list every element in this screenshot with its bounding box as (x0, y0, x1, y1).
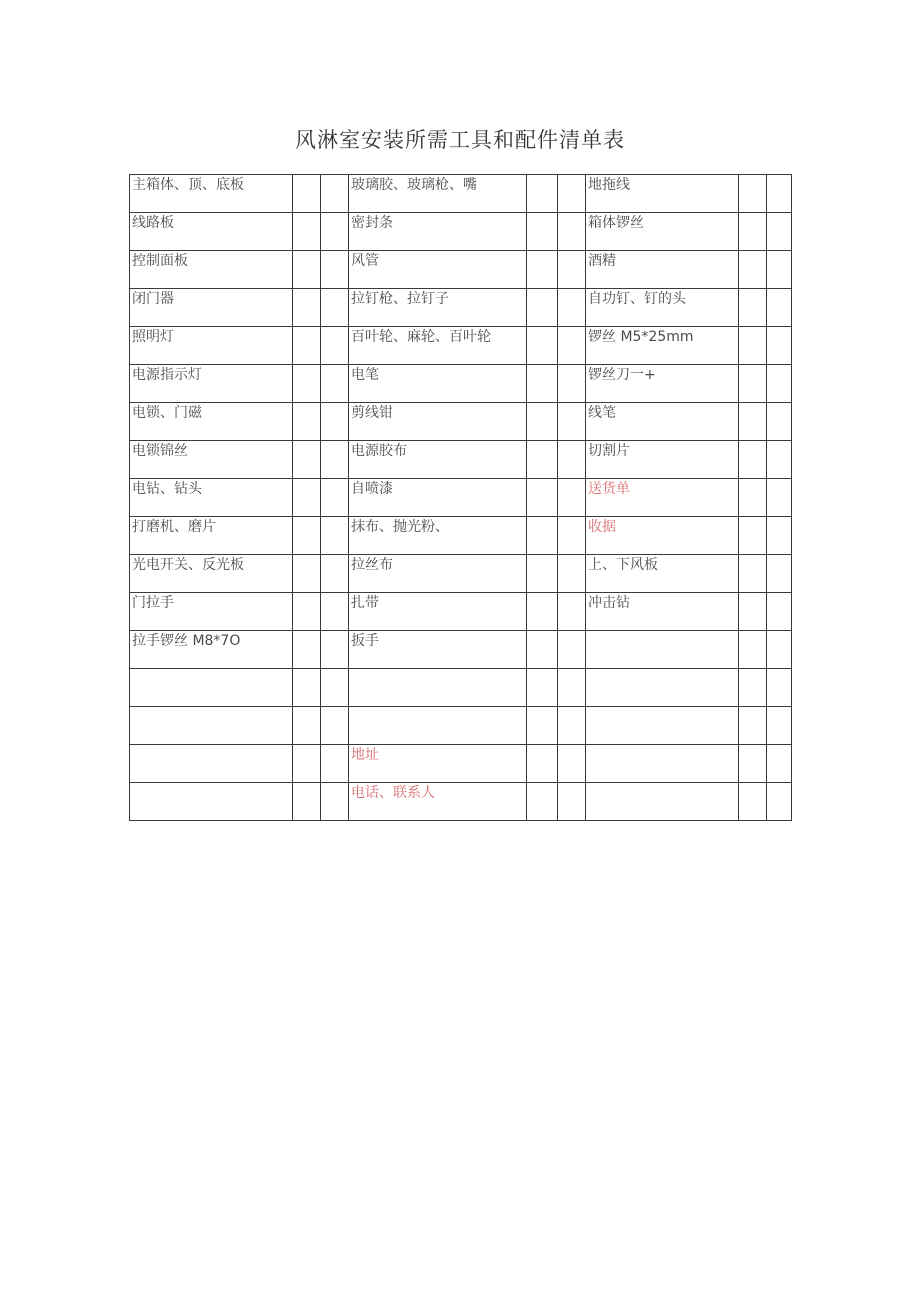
table-row (130, 517, 792, 555)
item-cell: 密封条 (349, 213, 527, 251)
item-cell: 电源指示灯 (130, 365, 293, 403)
quantity-cell[interactable] (527, 403, 558, 441)
item-cell: 电话、联系人 (349, 783, 527, 821)
quantity-cell[interactable] (293, 517, 321, 555)
quantity-cell[interactable] (527, 213, 558, 251)
check-cell[interactable] (558, 327, 586, 365)
check-cell[interactable] (767, 213, 792, 251)
quantity-cell[interactable] (739, 593, 767, 631)
item-cell: 拉丝布 (349, 555, 527, 593)
item-cell: 玻璃胶、玻璃枪、嘴 (349, 175, 527, 213)
item-cell: 主箱体、顶、底板 (130, 175, 293, 213)
table-row (130, 631, 792, 669)
table-row (130, 365, 792, 403)
item-cell: 送货单 (586, 479, 739, 517)
quantity-cell[interactable] (739, 479, 767, 517)
quantity-cell[interactable] (527, 327, 558, 365)
item-cell (130, 707, 293, 745)
quantity-cell[interactable] (527, 669, 558, 707)
item-cell: 电钻、钻头 (130, 479, 293, 517)
item-cell: 地拖线 (586, 175, 739, 213)
quantity-cell[interactable] (293, 593, 321, 631)
item-cell: 电锁、门磁 (130, 403, 293, 441)
item-cell: 冲击钻 (586, 593, 739, 631)
check-cell[interactable] (321, 555, 349, 593)
item-cell (130, 669, 293, 707)
table-row (130, 175, 792, 213)
quantity-cell[interactable] (739, 631, 767, 669)
check-cell[interactable] (558, 555, 586, 593)
quantity-cell[interactable] (527, 441, 558, 479)
quantity-cell[interactable] (739, 669, 767, 707)
item-cell: 扎带 (349, 593, 527, 631)
quantity-cell[interactable] (293, 479, 321, 517)
item-cell: 打磨机、磨片 (130, 517, 293, 555)
check-cell[interactable] (321, 517, 349, 555)
check-cell[interactable] (767, 783, 792, 821)
quantity-cell[interactable] (293, 441, 321, 479)
checklist-table (129, 174, 792, 821)
check-cell[interactable] (558, 479, 586, 517)
check-cell[interactable] (558, 365, 586, 403)
table-row (130, 783, 792, 821)
check-cell[interactable] (321, 669, 349, 707)
check-cell[interactable] (767, 479, 792, 517)
check-cell[interactable] (767, 441, 792, 479)
item-cell: 光电开关、反光板 (130, 555, 293, 593)
quantity-cell[interactable] (527, 479, 558, 517)
quantity-cell[interactable] (293, 669, 321, 707)
quantity-cell[interactable] (739, 517, 767, 555)
quantity-cell[interactable] (739, 403, 767, 441)
quantity-cell[interactable] (527, 289, 558, 327)
table-row (130, 403, 792, 441)
quantity-cell[interactable] (293, 327, 321, 365)
check-cell[interactable] (558, 441, 586, 479)
check-cell[interactable] (767, 403, 792, 441)
check-cell[interactable] (767, 365, 792, 403)
item-cell: 闭门器 (130, 289, 293, 327)
check-cell[interactable] (558, 745, 586, 783)
quantity-cell[interactable] (739, 783, 767, 821)
quantity-cell[interactable] (293, 289, 321, 327)
quantity-cell[interactable] (739, 745, 767, 783)
item-cell: 地址 (349, 745, 527, 783)
item-cell: 剪线钳 (349, 403, 527, 441)
check-cell[interactable] (767, 745, 792, 783)
item-cell: 控制面板 (130, 251, 293, 289)
table-row (130, 251, 792, 289)
item-cell: 自功钉、钉的头 (586, 289, 739, 327)
check-cell[interactable] (321, 707, 349, 745)
check-cell[interactable] (767, 327, 792, 365)
check-cell[interactable] (558, 593, 586, 631)
quantity-cell[interactable] (527, 783, 558, 821)
check-cell[interactable] (558, 251, 586, 289)
check-cell[interactable] (767, 517, 792, 555)
quantity-cell[interactable] (293, 251, 321, 289)
item-cell: 拉手锣丝 M8*7O (130, 631, 293, 669)
quantity-cell[interactable] (293, 213, 321, 251)
check-cell[interactable] (558, 213, 586, 251)
quantity-cell[interactable] (739, 175, 767, 213)
check-cell[interactable] (767, 593, 792, 631)
table-body (130, 175, 792, 821)
item-cell: 扳手 (349, 631, 527, 669)
check-cell[interactable] (558, 783, 586, 821)
quantity-cell[interactable] (739, 327, 767, 365)
page-title: 风淋室安装所需工具和配件清单表 (295, 128, 625, 152)
quantity-cell[interactable] (293, 403, 321, 441)
item-cell (586, 745, 739, 783)
check-cell[interactable] (767, 669, 792, 707)
check-cell[interactable] (767, 289, 792, 327)
check-cell[interactable] (558, 517, 586, 555)
table-row (130, 289, 792, 327)
table-row (130, 745, 792, 783)
item-cell: 线笔 (586, 403, 739, 441)
check-cell[interactable] (767, 251, 792, 289)
item-cell: 风管 (349, 251, 527, 289)
check-cell[interactable] (558, 707, 586, 745)
item-cell: 锣丝 M5*25mm (586, 327, 739, 365)
check-cell[interactable] (321, 175, 349, 213)
check-cell[interactable] (321, 251, 349, 289)
item-cell: 电笔 (349, 365, 527, 403)
check-cell[interactable] (321, 479, 349, 517)
item-cell: 百叶轮、麻轮、百叶轮 (349, 327, 527, 365)
table-row (130, 327, 792, 365)
item-cell: 上、下风板 (586, 555, 739, 593)
item-cell: 收据 (586, 517, 739, 555)
check-cell[interactable] (321, 745, 349, 783)
table-row (130, 479, 792, 517)
table-row (130, 555, 792, 593)
quantity-cell[interactable] (739, 365, 767, 403)
check-cell[interactable] (321, 365, 349, 403)
check-cell[interactable] (321, 783, 349, 821)
check-cell[interactable] (321, 631, 349, 669)
quantity-cell[interactable] (527, 555, 558, 593)
item-cell: 门拉手 (130, 593, 293, 631)
quantity-cell[interactable] (739, 251, 767, 289)
table-row (130, 707, 792, 745)
table-row (130, 213, 792, 251)
quantity-cell[interactable] (293, 745, 321, 783)
check-cell[interactable] (558, 175, 586, 213)
item-cell (130, 745, 293, 783)
check-cell[interactable] (767, 175, 792, 213)
quantity-cell[interactable] (739, 555, 767, 593)
check-cell[interactable] (767, 707, 792, 745)
check-cell[interactable] (321, 403, 349, 441)
item-cell (586, 669, 739, 707)
quantity-cell[interactable] (527, 365, 558, 403)
check-cell[interactable] (321, 441, 349, 479)
check-cell[interactable] (558, 669, 586, 707)
quantity-cell[interactable] (293, 707, 321, 745)
item-cell (349, 707, 527, 745)
item-cell: 电锁锦丝 (130, 441, 293, 479)
quantity-cell[interactable] (739, 213, 767, 251)
item-cell (586, 631, 739, 669)
check-cell[interactable] (558, 403, 586, 441)
quantity-cell[interactable] (293, 555, 321, 593)
check-cell[interactable] (558, 631, 586, 669)
check-cell[interactable] (321, 289, 349, 327)
item-cell: 电源胶布 (349, 441, 527, 479)
item-cell: 照明灯 (130, 327, 293, 365)
quantity-cell[interactable] (293, 365, 321, 403)
quantity-cell[interactable] (527, 517, 558, 555)
item-cell (586, 783, 739, 821)
table-row (130, 669, 792, 707)
quantity-cell[interactable] (527, 251, 558, 289)
item-cell: 线路板 (130, 213, 293, 251)
quantity-cell[interactable] (527, 593, 558, 631)
check-cell[interactable] (767, 631, 792, 669)
quantity-cell[interactable] (527, 707, 558, 745)
quantity-cell[interactable] (739, 289, 767, 327)
check-cell[interactable] (767, 555, 792, 593)
check-cell[interactable] (321, 593, 349, 631)
item-cell: 拉钉枪、拉钉子 (349, 289, 527, 327)
item-cell: 自喷漆 (349, 479, 527, 517)
table-row (130, 441, 792, 479)
quantity-cell[interactable] (527, 631, 558, 669)
check-cell[interactable] (558, 289, 586, 327)
item-cell (349, 669, 527, 707)
quantity-cell[interactable] (527, 745, 558, 783)
check-cell[interactable] (321, 213, 349, 251)
quantity-cell[interactable] (293, 631, 321, 669)
check-cell[interactable] (321, 327, 349, 365)
item-cell: 抹布、抛光粉、 (349, 517, 527, 555)
quantity-cell[interactable] (527, 175, 558, 213)
quantity-cell[interactable] (739, 441, 767, 479)
item-cell (130, 783, 293, 821)
item-cell: 酒精 (586, 251, 739, 289)
quantity-cell[interactable] (293, 175, 321, 213)
quantity-cell[interactable] (739, 707, 767, 745)
quantity-cell[interactable] (293, 783, 321, 821)
table-row (130, 593, 792, 631)
item-cell: 箱体锣丝 (586, 213, 739, 251)
item-cell: 切割片 (586, 441, 739, 479)
item-cell: 锣丝刀一+ (586, 365, 739, 403)
item-cell (586, 707, 739, 745)
